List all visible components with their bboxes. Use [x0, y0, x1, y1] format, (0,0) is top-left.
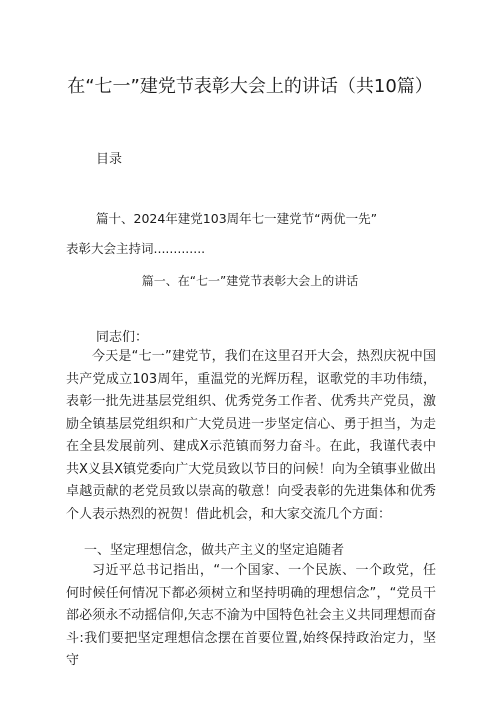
toc-entry-line1: 篇十、2024年建党103周年七一建党节“两优一先” [96, 211, 378, 226]
body-paragraph-2: 习近平总书记指出，“一个国家、一个民族、一个政党，任何时候任何情况下都必须树立和坚持明确的理想信念”，“党员干部必须永不动摇信仰,矢志不渝为中国特色社会主义共同理想而奋斗:我们要把坚定理想信念摆在首要位置,始终保持政治定力，坚守 [66, 563, 436, 668]
salutation: 同志们： [96, 330, 149, 345]
section-heading-1: 一、坚定理想信念，做共产主义的坚定追随者 [84, 543, 345, 558]
toc-heading: 目录 [96, 152, 123, 167]
document-title: 在“七一”建党节表彰大会上的讲话（共10篇） [67, 76, 433, 97]
body-paragraph-1: 今天是“七一”建党节，我们在这里召开大会，热烈庆祝中国共产党成立103周年，重温党的光辉历程，讴歌党的丰功伟绩，表彰一批先进基层党组织、优秀党务工作者、优秀共产党员，激励全镇基层党组织和广大党员进一步坚定信心、勇于担当，为走在全县发展前列、建成X示范镇而努力奋斗。在此，我谨代表中共X义县X镇党委向广大党员致以节日的问候！向为全镇事业做出卓越贡献的老党员致以崇高的敬意！向受表彰的先进集体和优秀个人表示热烈的祝贺！借此机会，和大家交流几个方面： [66, 349, 436, 522]
section-title: 篇一、在“七一”建党节表彰大会上的讲话 [141, 274, 359, 288]
toc-entry-line2: 表彰大会主持词............. [66, 241, 206, 256]
